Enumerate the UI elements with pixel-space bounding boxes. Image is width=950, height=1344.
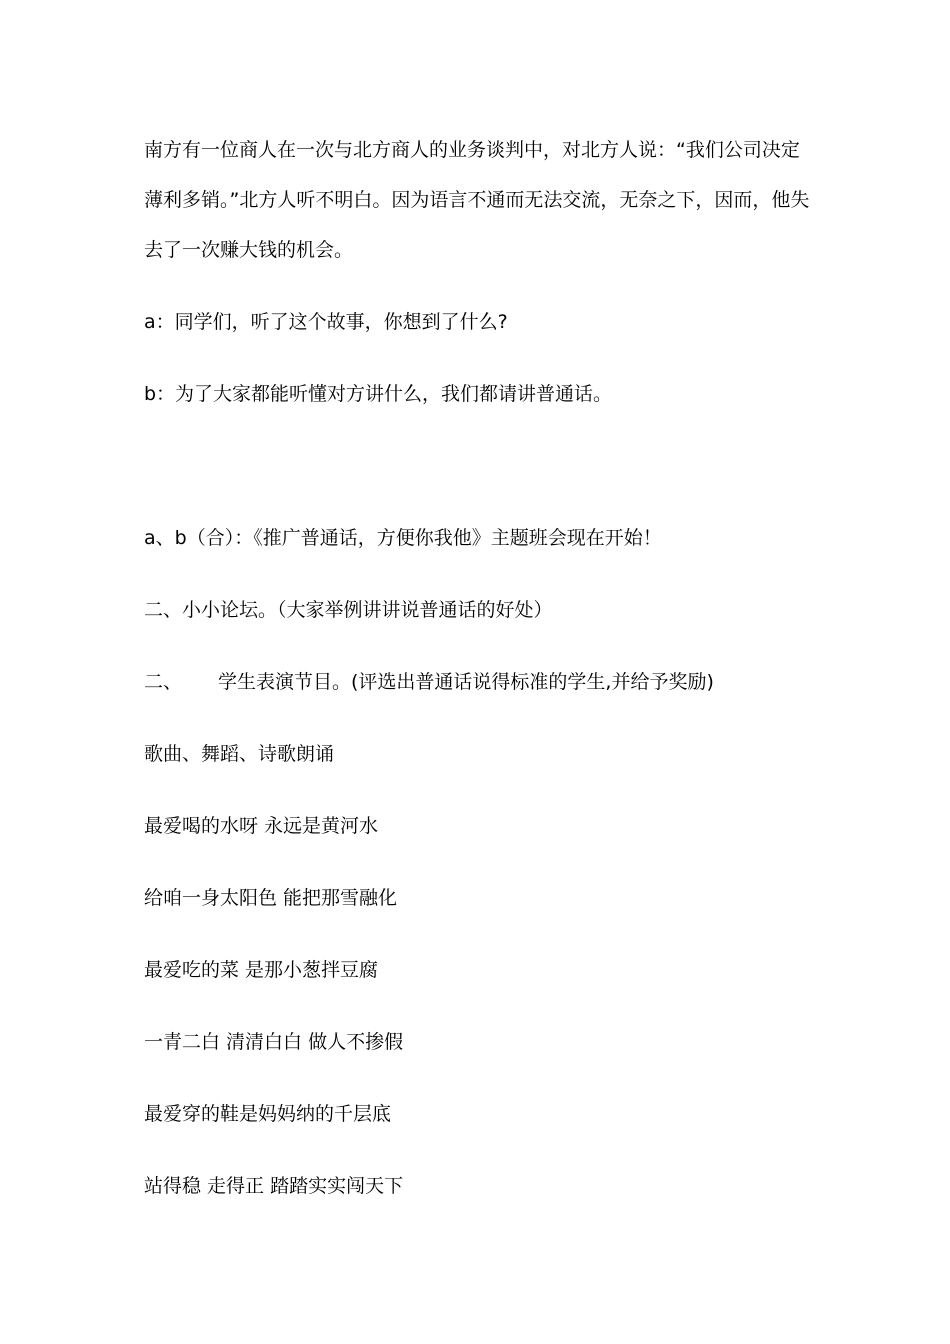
dialogue-line-a: a：同学们，听了这个故事，你想到了什么? (144, 311, 508, 333)
section-forum-heading: 二、小小论坛。（大家举例讲讲说普通话的好处） (144, 599, 553, 621)
section-perform-number: 二、 (144, 671, 183, 693)
lyric-line: 给咱一身太阳色 能把那雪融化 (144, 887, 398, 909)
intro-paragraph: 南方有一位商人在一次与北方商人的业务谈判中，对北方人说：“我们公司决定薄利多销。”北方人听不明白。因为语言不通而无法交流，无奈之下，因而，他失去了一次赚大钱的机会。 (144, 139, 810, 261)
lyric-line: 最爱穿的鞋是妈妈纳的千层底 (144, 1103, 392, 1125)
lyric-line: 最爱喝的水呀 永远是黄河水 (144, 815, 379, 837)
lyric-line: 站得稳 走得正 踏踏实实闯天下 (144, 1175, 404, 1197)
dialogue-line-ab: a、b（合）：《推广普通话，方便你我他》主题班会现在开始！ (144, 527, 662, 549)
section-perform-heading (144, 667, 714, 697)
dialogue-line-b: b：为了大家都能听懂对方讲什么，我们都请讲普通话。 (144, 383, 613, 405)
program-list: 歌曲、舞蹈、诗歌朗诵 (144, 743, 335, 765)
section-perform-text: 学生表演节目。(评选出普通话说得标准的学生,并给予奖励) (218, 671, 714, 693)
lyric-line: 最爱吃的菜 是那小葱拌豆腐 (144, 959, 379, 981)
lyric-line: 一青二白 清清白白 做人不掺假 (144, 1031, 404, 1053)
